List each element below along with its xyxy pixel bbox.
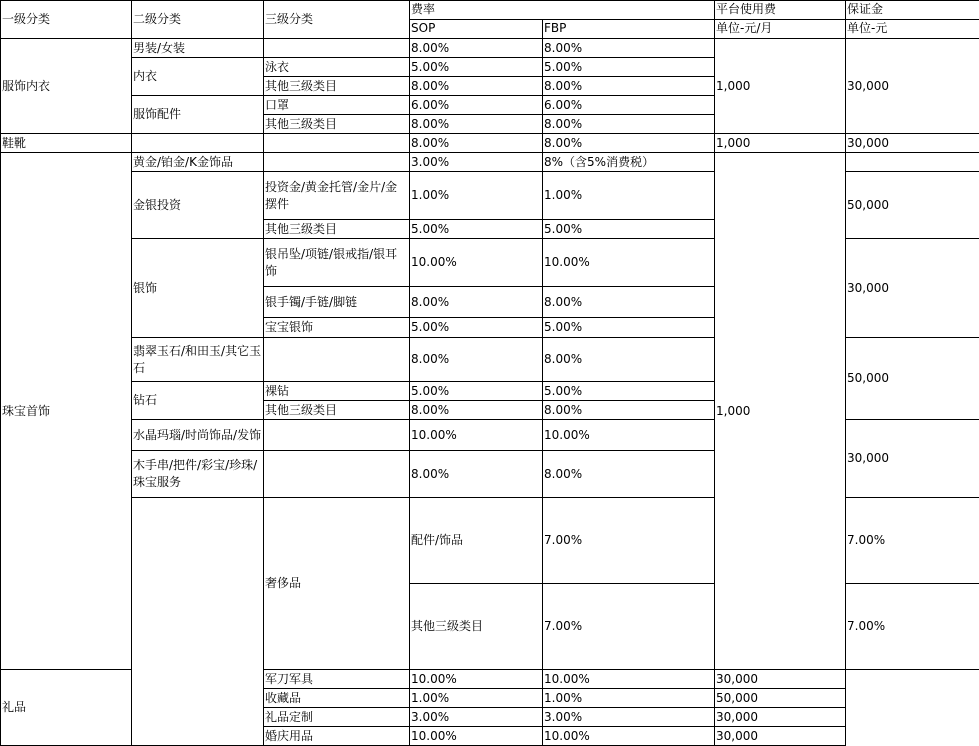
cell-deposit: 30,000 bbox=[715, 670, 846, 689]
header-sop: SOP bbox=[410, 20, 543, 39]
cell-level1-jewelry: 珠宝首饰 bbox=[1, 153, 132, 670]
cell-fbp: 5.00% bbox=[543, 318, 715, 338]
cell-level3-empty bbox=[264, 39, 410, 58]
cell-level3: 泳衣 bbox=[264, 58, 410, 77]
header-level1: 一级分类 bbox=[1, 1, 132, 39]
cell-deposit-empty bbox=[846, 153, 979, 172]
cell-level2: 男装/女装 bbox=[132, 39, 264, 58]
cell-level3: 配件/饰品 bbox=[410, 498, 543, 584]
cell-sop: 8.00% bbox=[410, 115, 543, 134]
cell-sop: 8.00% bbox=[410, 287, 543, 318]
cell-sop: 3.00% bbox=[410, 708, 543, 727]
cell-fbp: 6.00% bbox=[543, 96, 715, 115]
cell-level3: 军刀军具 bbox=[264, 670, 410, 689]
cell-fbp: 5.00% bbox=[543, 220, 715, 239]
cell-fbp: 7.00% bbox=[846, 584, 979, 670]
cell-level3-empty bbox=[264, 153, 410, 172]
cell-level3: 其他三级类目 bbox=[264, 401, 410, 420]
cell-level2: 水晶玛瑙/时尚饰品/发饰 bbox=[132, 420, 264, 451]
header-deposit-unit: 单位-元 bbox=[846, 20, 979, 39]
cell-sop: 8.00% bbox=[410, 338, 543, 382]
cell-deposit: 50,000 bbox=[846, 338, 979, 420]
cell-level2: 钻石 bbox=[132, 382, 264, 420]
header-level3: 三级分类 bbox=[264, 1, 410, 39]
table-row bbox=[1, 153, 979, 172]
cell-sop: 1.00% bbox=[410, 172, 543, 220]
cell-sop: 8.00% bbox=[410, 134, 543, 153]
cell-sop: 7.00% bbox=[543, 498, 715, 584]
cell-sop: 8.00% bbox=[410, 39, 543, 58]
cell-level3: 投资金/黄金托管/金片/金摆件 bbox=[264, 172, 410, 220]
header-deposit: 保证金 bbox=[846, 1, 979, 20]
cell-level3-empty bbox=[264, 134, 410, 153]
cell-fbp: 10.00% bbox=[543, 239, 715, 287]
cell-fbp: 10.00% bbox=[543, 727, 715, 746]
cell-sop: 6.00% bbox=[410, 96, 543, 115]
cell-level2-empty bbox=[132, 134, 264, 153]
cell-sop: 5.00% bbox=[410, 382, 543, 401]
cell-sop: 10.00% bbox=[410, 239, 543, 287]
cell-level3: 其他三级类目 bbox=[264, 77, 410, 96]
cell-level2: 银饰 bbox=[132, 239, 264, 338]
cell-sop: 10.00% bbox=[410, 670, 543, 689]
cell-sop: 3.00% bbox=[410, 153, 543, 172]
cell-level3: 其他三级类目 bbox=[264, 115, 410, 134]
cell-level1-apparel: 服饰内衣 bbox=[1, 39, 132, 134]
cell-fbp: 8.00% bbox=[543, 39, 715, 58]
cell-sop: 5.00% bbox=[410, 220, 543, 239]
cell-fbp: 1.00% bbox=[543, 689, 715, 708]
cell-sop: 10.00% bbox=[410, 420, 543, 451]
header-row-1 bbox=[1, 1, 979, 20]
cell-level2: 服饰配件 bbox=[132, 96, 264, 134]
cell-sop: 8.00% bbox=[410, 77, 543, 96]
cell-level3: 婚庆用品 bbox=[264, 727, 410, 746]
cell-level3: 银手镯/手链/脚链 bbox=[264, 287, 410, 318]
cell-deposit: 30,000 bbox=[846, 134, 979, 153]
cell-level2: 奢侈品 bbox=[264, 498, 410, 670]
header-level2: 二级分类 bbox=[132, 1, 264, 39]
cell-fbp: 10.00% bbox=[543, 420, 715, 451]
cell-fbp: 7.00% bbox=[846, 498, 979, 584]
cell-deposit: 50,000 bbox=[846, 172, 979, 239]
cell-platform-fee: 1,000 bbox=[715, 134, 846, 153]
cell-platform-fee: 1,000 bbox=[715, 153, 846, 670]
cell-level3: 其他三级类目 bbox=[410, 584, 543, 670]
cell-deposit: 30,000 bbox=[715, 727, 846, 746]
cell-level1-empty bbox=[132, 498, 264, 746]
cell-deposit: 30,000 bbox=[846, 239, 979, 338]
header-fbp: FBP bbox=[543, 20, 715, 39]
cell-sop: 8.00% bbox=[410, 401, 543, 420]
cell-fbp: 5.00% bbox=[543, 58, 715, 77]
cell-level3: 裸钻 bbox=[264, 382, 410, 401]
cell-fbp: 8.00% bbox=[543, 115, 715, 134]
header-platform-fee-unit: 单位-元/月 bbox=[715, 20, 846, 39]
cell-sop: 7.00% bbox=[543, 584, 715, 670]
cell-level2: 礼品 bbox=[1, 670, 132, 746]
cell-level1-shoes: 鞋靴 bbox=[1, 134, 132, 153]
cell-sop: 5.00% bbox=[410, 318, 543, 338]
cell-fbp: 5.00% bbox=[543, 382, 715, 401]
cell-fbp: 8.00% bbox=[543, 451, 715, 498]
cell-fbp: 8.00% bbox=[543, 338, 715, 382]
cell-level3-empty bbox=[264, 451, 410, 498]
cell-level3-empty bbox=[264, 420, 410, 451]
cell-fbp: 8%（含5%消费税） bbox=[543, 153, 715, 172]
cell-level2: 翡翠玉石/和田玉/其它玉石 bbox=[132, 338, 264, 382]
cell-level3: 宝宝银饰 bbox=[264, 318, 410, 338]
cell-level2: 内衣 bbox=[132, 58, 264, 96]
cell-deposit: 30,000 bbox=[846, 420, 979, 498]
cell-level3: 银吊坠/项链/银戒指/银耳饰 bbox=[264, 239, 410, 287]
cell-fbp: 10.00% bbox=[543, 670, 715, 689]
cell-fbp: 8.00% bbox=[543, 287, 715, 318]
cell-deposit: 30,000 bbox=[846, 39, 979, 134]
cell-sop: 1.00% bbox=[410, 689, 543, 708]
cell-platform-fee: 1,000 bbox=[715, 39, 846, 134]
cell-fbp: 8.00% bbox=[543, 401, 715, 420]
cell-level2: 木手串/把件/彩宝/珍珠/珠宝服务 bbox=[132, 451, 264, 498]
cell-level2: 黄金/铂金/K金饰品 bbox=[132, 153, 264, 172]
cell-level3: 口罩 bbox=[264, 96, 410, 115]
table-row bbox=[1, 134, 979, 153]
cell-level3: 其他三级类目 bbox=[264, 220, 410, 239]
table-row bbox=[1, 39, 979, 58]
cell-fbp: 8.00% bbox=[543, 134, 715, 153]
cell-fbp: 8.00% bbox=[543, 77, 715, 96]
cell-fbp: 1.00% bbox=[543, 172, 715, 220]
cell-fbp: 3.00% bbox=[543, 708, 715, 727]
cell-level2: 金银投资 bbox=[132, 172, 264, 239]
cell-sop: 8.00% bbox=[410, 451, 543, 498]
header-rate: 费率 bbox=[410, 1, 715, 20]
cell-deposit: 30,000 bbox=[715, 708, 846, 727]
cell-sop: 10.00% bbox=[410, 727, 543, 746]
cell-level3: 礼品定制 bbox=[264, 708, 410, 727]
cell-sop: 5.00% bbox=[410, 58, 543, 77]
header-platform-fee: 平台使用费 bbox=[715, 1, 846, 20]
cell-level3: 收藏品 bbox=[264, 689, 410, 708]
cell-level3-empty bbox=[264, 338, 410, 382]
cell-deposit: 50,000 bbox=[715, 689, 846, 708]
